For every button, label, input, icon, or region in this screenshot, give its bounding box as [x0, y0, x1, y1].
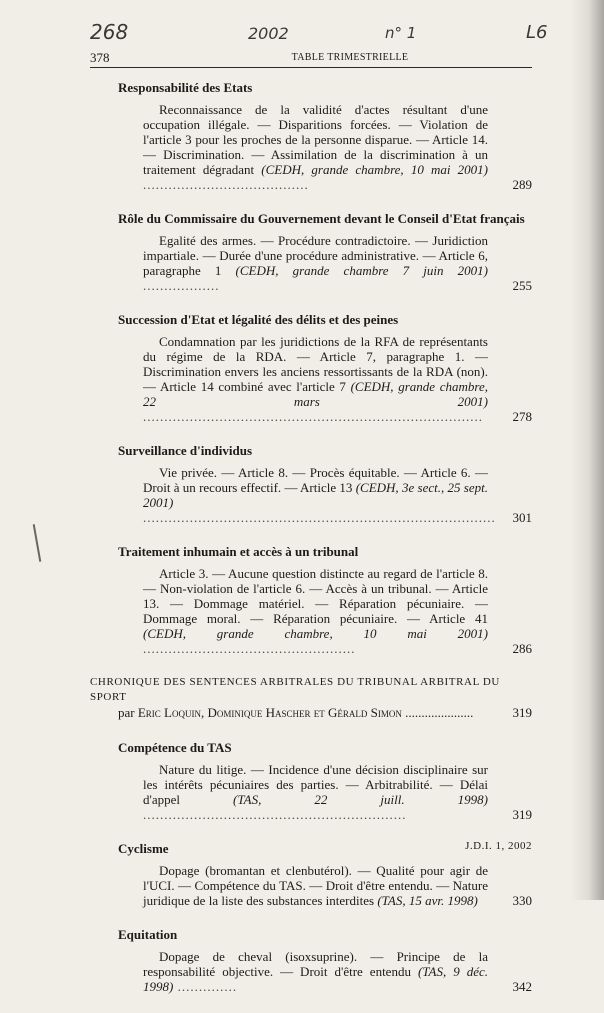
table-of-contents: [90, 80, 532, 1013]
toc-section: [90, 211, 532, 293]
section-title: Traitement inhumain et accès à un tribunal: [118, 544, 359, 559]
entry-page-number: 255: [512, 278, 532, 293]
entry-citation: (CEDH, 3e sect., 25 sept. 2001): [143, 480, 488, 510]
chronique-authors-line: [118, 705, 532, 720]
section-title: Equitation: [118, 927, 178, 942]
entry-page-number: 289: [512, 177, 532, 192]
section-entry: [143, 762, 532, 822]
entry-page-number: 286: [512, 641, 532, 656]
entry-citation: (TAS, 9 déc. 1998): [143, 964, 488, 994]
journal-reference: J.D.I. 1, 2002: [465, 840, 532, 852]
entry-text: Nature du litige. — Incidence d'une décision disciplinaire sur les intérêts pécuniaires des parties. — Arbitrabilité. — Délai d'appel: [143, 762, 488, 807]
section-entry: [143, 233, 532, 293]
toc-section: [90, 80, 532, 192]
leader-dots: .....................: [401, 705, 474, 720]
chronique-authors: Eric Loquin, Dominique Hascher et Gérald Simon: [137, 705, 402, 720]
section-title: Succession d'Etat et légalité des délits et des peines: [118, 312, 399, 327]
entry-citation: (CEDH, grande chambre, 22 mars 2001): [143, 379, 488, 409]
toc-section: [90, 443, 532, 525]
entry-text: Reconnaissance de la validité d'actes résultant d'une occupation illégale. — Disparitions forcées. — Violation de l'article 3 pour les proches de la personne disparue. — Article 14. — Discrimination. — Assimilation de la discrimination à un traitement dégradant: [143, 102, 488, 177]
leader-dots: ..............: [173, 979, 238, 994]
chronique-title: CHRONIQUE DES SENTENCES ARBITRALES DU TRIBUNAL ARBITRAL DU SPORT: [90, 676, 500, 703]
toc-section: [90, 312, 532, 424]
entry-citation: (TAS, 15 avr. 1998): [377, 893, 478, 908]
toc-section: [90, 740, 532, 822]
leader-dots: ...................................................................................: [143, 510, 496, 525]
chronique-page-number: 319: [512, 705, 532, 720]
handwritten-note-3: n° 1: [385, 24, 417, 42]
page-fold-shadow: [570, 0, 604, 900]
leader-dots: ..............................................................: [143, 807, 407, 822]
entry-text: Condamnation par les juridictions de la RFA de représentants du régime de la RDA. — Article 7, paragraphe 1. — Discrimination envers les anciens ressortissants de la RDA (non). — Article 14 combiné avec l'article 7: [143, 334, 488, 394]
handwritten-note-1: 268: [90, 20, 129, 44]
section-title: Responsabilité des Etats: [118, 80, 253, 95]
chronique-heading: [90, 675, 532, 720]
section-entry: [143, 465, 532, 525]
entry-text: Article 3. — Aucune question distincte au regard de l'article 8. — Non-violation de l'article 6. — Accès à un tribunal. — Article 13. — Dommage matériel. — Réparation pécuniaire. — Dommage moral. — Réparation pécuniaire. — Article 41: [143, 566, 488, 626]
entry-citation: (CEDH, grande chambre, 10 mai 2001): [261, 162, 488, 177]
page-header: [90, 50, 530, 66]
entry-citation: (CEDH, grande chambre, 10 mai 2001): [143, 626, 488, 641]
entry-page-number: 278: [512, 409, 532, 424]
leader-dots: ................................................................................: [143, 409, 483, 424]
entry-text: Dopage de cheval (isoxsuprine). — Principe de la responsabilité objective. — Droit d'être entendu: [143, 949, 488, 979]
section-entry: [143, 566, 532, 656]
handwritten-note-2: 2002: [248, 24, 289, 43]
entry-text: Dopage (bromantan et clenbutérol). — Qualité pour agir de l'UCI. — Compétence du TAS. — Droit d'être entendu. — Nature juridique de la liste des substances interdites: [143, 863, 488, 908]
section-entry: [143, 102, 532, 192]
section-title: Compétence du TAS: [118, 740, 232, 755]
leader-dots: .......................................: [143, 177, 309, 192]
entry-citation: (TAS, 22 juill. 1998): [233, 792, 488, 807]
entry-page-number: 301: [512, 510, 532, 525]
section-entry: [143, 334, 532, 424]
header-rule: [90, 67, 532, 68]
entry-page-number: 342: [512, 979, 532, 994]
toc-section: [90, 544, 532, 656]
entry-citation: (CEDH, grande chambre 7 juin 2001): [235, 263, 488, 278]
running-title: TABLE TRIMESTRIELLE: [291, 52, 409, 63]
margin-pencil-mark: [33, 524, 42, 562]
entry-page-number: 319: [512, 807, 532, 822]
handwritten-note-4: L6: [526, 22, 548, 43]
entry-text: Egalité des armes. — Procédure contradictoire. — Juridiction impartiale. — Durée d'une procédure administrative. — Article 6, paragraphe 1: [143, 233, 488, 278]
toc-section: [90, 927, 532, 994]
section-entry: [143, 949, 532, 994]
chronique-by: par: [118, 705, 135, 720]
entry-text: Vie privée. — Article 8. — Procès équitable. — Article 6. — Droit à un recours effectif. — Article 13: [143, 465, 488, 495]
page-number: 378: [90, 50, 110, 65]
leader-dots: ..................: [143, 278, 220, 293]
section-title: Surveillance d'individus: [118, 443, 253, 458]
section-entry: [143, 863, 532, 908]
entry-page-number: 330: [512, 893, 532, 908]
leader-dots: ..................................................: [143, 641, 356, 656]
section-title: Cyclisme: [118, 841, 169, 856]
section-title: Rôle du Commissaire du Gouvernement devant le Conseil d'Etat français: [118, 211, 525, 226]
